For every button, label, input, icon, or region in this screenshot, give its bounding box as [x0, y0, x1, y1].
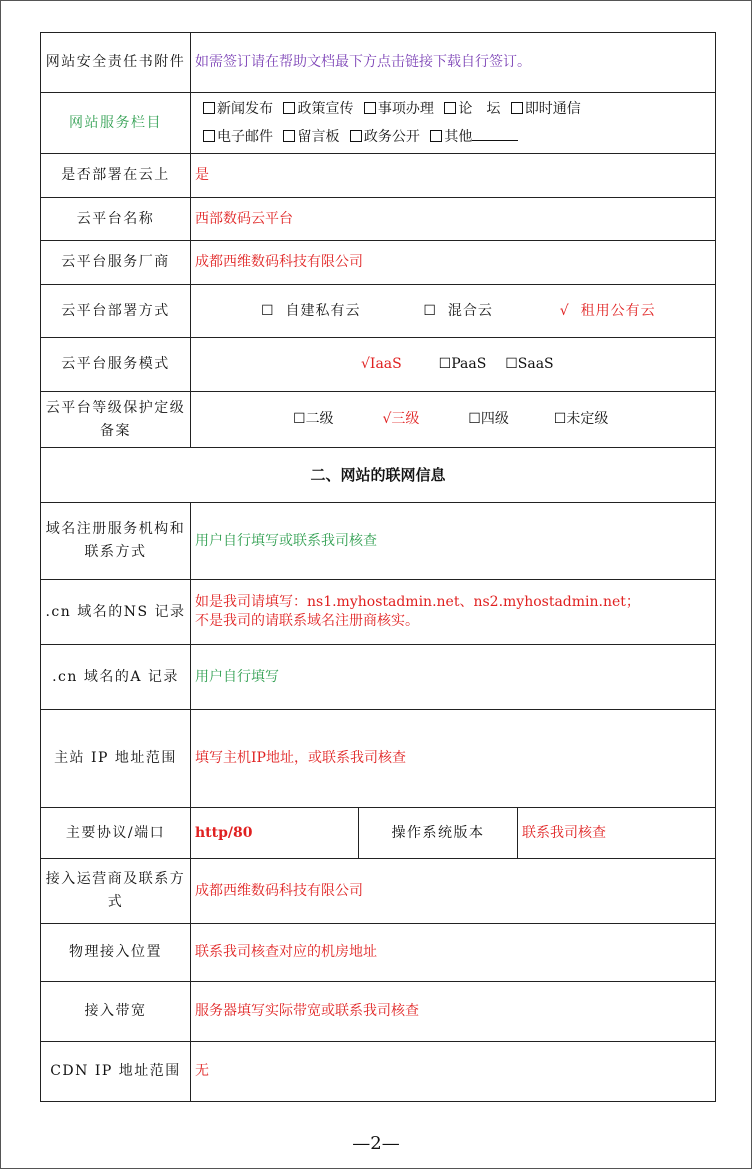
cloud-service-mode-options — [191, 338, 716, 392]
bandwidth-value: 服务器填写实际带宽或联系我司核查 — [191, 982, 716, 1042]
cloud-deployed-value: 是 — [191, 154, 716, 198]
other-blank-line — [472, 128, 518, 141]
row-cloud-name — [41, 198, 716, 241]
option-level-3[interactable]: √三级 — [382, 411, 420, 427]
ns-record-line1: 如是我司请填写：ns1.myhostadmin.net、ns2.myhostadmin.net； — [195, 594, 640, 610]
cloud-service-mode-label: 云平台服务模式 — [41, 338, 191, 392]
section-title: 二、网站的联网信息 — [41, 448, 716, 503]
option-other[interactable]: 其他 — [430, 129, 518, 145]
cloud-level-label: 云平台等级保护定级备案 — [41, 392, 191, 448]
row-protocol — [41, 808, 716, 859]
isp-label: 接入运营商及联系方式 — [41, 859, 191, 924]
option-affairs[interactable]: 事项办理 — [364, 101, 434, 117]
cloud-deploy-mode-options — [191, 285, 716, 338]
service-columns-options — [191, 93, 716, 154]
cloud-level-options — [191, 392, 716, 448]
option-im[interactable]: 即时通信 — [511, 101, 581, 117]
row-isp — [41, 859, 716, 924]
ip-range-label: 主站 IP 地址范围 — [41, 710, 191, 808]
website-info-form — [40, 32, 716, 1102]
a-record-label: .cn 域名的A 记录 — [41, 645, 191, 710]
checkbox-icon[interactable] — [283, 102, 295, 114]
row-cdn — [41, 1042, 716, 1102]
option-forum[interactable]: 论 坛 — [444, 101, 500, 117]
checkbox-icon[interactable] — [283, 130, 295, 142]
service-columns-label: 网站服务栏目 — [41, 93, 191, 154]
row-section-title — [41, 448, 716, 503]
row-cloud-deploy-mode — [41, 285, 716, 338]
attachment-label: 网站安全责任书附件 — [41, 33, 191, 93]
checkbox-icon[interactable] — [430, 130, 442, 142]
ns-record-label: .cn 域名的NS 记录 — [41, 580, 191, 645]
row-service-columns — [41, 93, 716, 154]
row-cloud-deployed — [41, 154, 716, 198]
a-record-value: 用户自行填写 — [191, 645, 716, 710]
checkbox-icon[interactable] — [511, 102, 523, 114]
row-attachment — [41, 33, 716, 93]
isp-value: 成都西维数码科技有限公司 — [191, 859, 716, 924]
option-hybrid-cloud[interactable]: ☐ 混合云 — [423, 302, 493, 319]
option-email[interactable]: 电子邮件 — [203, 129, 273, 145]
ns-record-value — [191, 580, 716, 645]
cloud-vendor-value: 成都西维数码科技有限公司 — [191, 241, 716, 285]
row-ip-range — [41, 710, 716, 808]
os-value: 联系我司核查 — [518, 808, 716, 859]
option-private-cloud[interactable]: ☐ 自建私有云 — [261, 302, 361, 319]
ns-record-line2: 不是我司的请联系域名注册商核实。 — [195, 613, 419, 629]
cdn-value: 无 — [191, 1042, 716, 1102]
location-label: 物理接入位置 — [41, 924, 191, 982]
row-location — [41, 924, 716, 982]
checkbox-icon[interactable] — [203, 130, 215, 142]
protocol-value: http/80 — [191, 808, 359, 859]
protocol-label: 主要协议/端口 — [41, 808, 191, 859]
option-level-2[interactable]: ☐二级 — [293, 411, 334, 427]
attachment-value: 如需签订请在帮助文档最下方点击链接下载自行签订。 — [191, 33, 716, 93]
option-public[interactable]: 政务公开 — [350, 129, 420, 145]
registrar-label: 域名注册服务机构和联系方式 — [41, 503, 191, 580]
row-cloud-vendor — [41, 241, 716, 285]
os-label: 操作系统版本 — [359, 808, 518, 859]
location-value: 联系我司核查对应的机房地址 — [191, 924, 716, 982]
row-cloud-level — [41, 392, 716, 448]
option-unrated[interactable]: ☐未定级 — [553, 411, 609, 427]
option-level-4[interactable]: ☐四级 — [468, 411, 509, 427]
page-number: —2— — [352, 1133, 400, 1154]
checkbox-icon[interactable] — [203, 102, 215, 114]
checkbox-icon[interactable] — [444, 102, 456, 114]
cloud-name-label: 云平台名称 — [41, 198, 191, 241]
option-policy[interactable]: 政策宣传 — [283, 101, 353, 117]
cloud-vendor-label: 云平台服务厂商 — [41, 241, 191, 285]
checkbox-icon[interactable] — [350, 130, 362, 142]
cdn-label: CDN IP 地址范围 — [41, 1042, 191, 1102]
option-guestbook[interactable]: 留言板 — [283, 129, 339, 145]
option-saas[interactable]: ☐SaaS — [505, 356, 554, 372]
option-public-cloud[interactable]: √ 租用公有云 — [559, 302, 656, 319]
option-news[interactable]: 新闻发布 — [203, 101, 273, 117]
cloud-deploy-mode-label: 云平台部署方式 — [41, 285, 191, 338]
bandwidth-label: 接入带宽 — [41, 982, 191, 1042]
registrar-value: 用户自行填写或联系我司核查 — [191, 503, 716, 580]
ip-range-value: 填写主机IP地址，或联系我司核查 — [191, 710, 716, 808]
cloud-deployed-label: 是否部署在云上 — [41, 154, 191, 198]
option-iaas[interactable]: √IaaS — [361, 356, 402, 372]
option-paas[interactable]: ☐PaaS — [438, 356, 487, 372]
checkbox-icon[interactable] — [364, 102, 376, 114]
row-bandwidth — [41, 982, 716, 1042]
row-ns-record — [41, 580, 716, 645]
row-a-record — [41, 645, 716, 710]
row-cloud-service-mode — [41, 338, 716, 392]
cloud-name-value: 西部数码云平台 — [191, 198, 716, 241]
row-registrar — [41, 503, 716, 580]
